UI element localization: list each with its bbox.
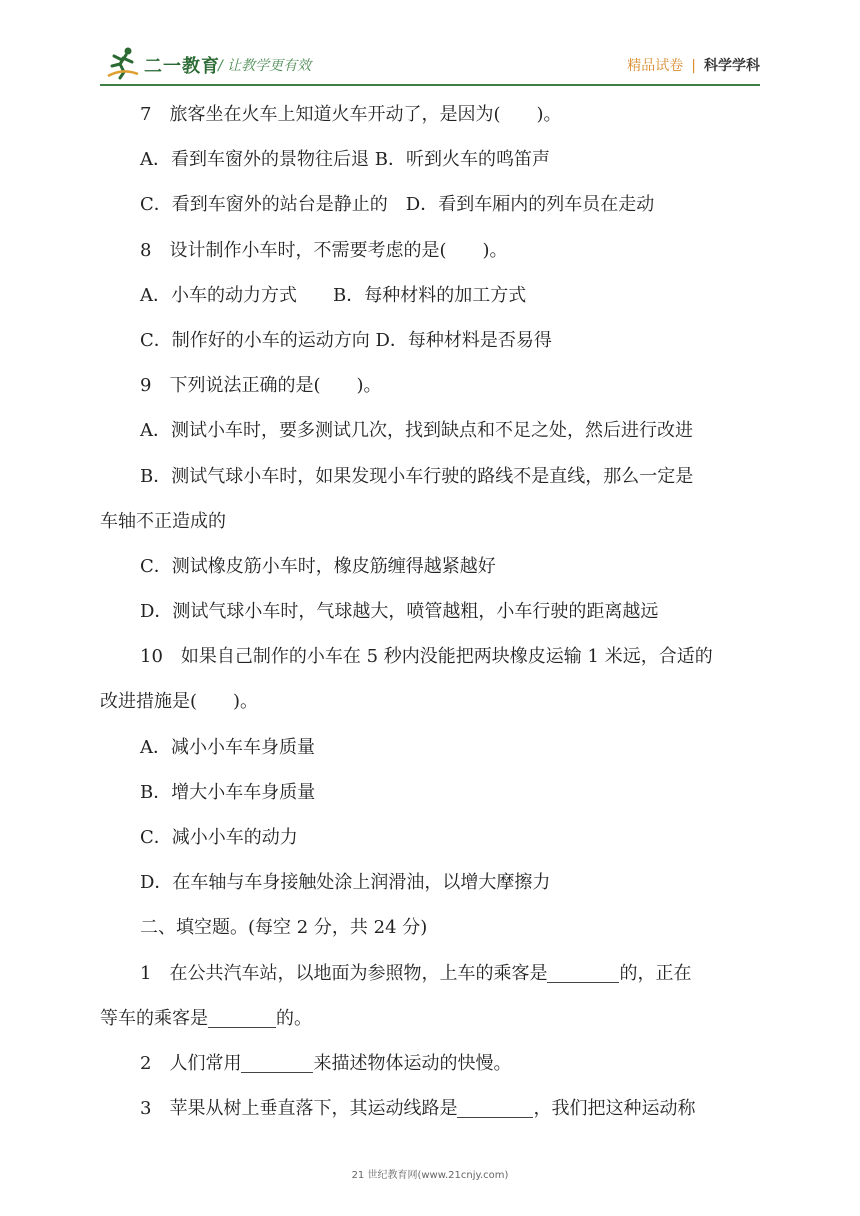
text-line: A．看到车窗外的景物往后退 B．听到火车的鸣笛声	[140, 149, 550, 171]
text-line: C．制作好的小车的运动方向 D．每种材料是否易得	[140, 329, 552, 351]
text-line: 改进措施是( )。	[100, 691, 259, 713]
header-divider	[100, 84, 760, 86]
text-line: B．增大小车车身质量	[140, 781, 316, 803]
text-line: C．减小小车的动力	[140, 827, 298, 848]
subject-label: 科学学科	[704, 58, 760, 74]
text-segment: 的。	[276, 1007, 312, 1029]
answer-blank[interactable]	[547, 964, 619, 983]
fill-q3-line	[100, 1086, 762, 1131]
text-line: D．在车轴与车身接触处涂上润滑油，以增大摩擦力	[140, 872, 551, 894]
text-line: C．测试橡皮筋小车时，橡皮筋缠得越紧越好	[140, 555, 496, 577]
fill-q1-line2	[100, 996, 762, 1041]
text-segment: 来描述物体运动的快慢。	[313, 1052, 512, 1074]
answer-blank[interactable]	[208, 1009, 276, 1028]
slogan: / 让教学更有效	[218, 58, 312, 74]
text-segment: 1 在公共汽车站，以地面为参照物，上车的乘客是	[140, 962, 548, 984]
text-line: C．看到车窗外的站台是静止的 D．看到车厢内的列车员在走动	[140, 194, 655, 216]
text-line: 8 设计制作小车时，不需要考虑的是( )。	[140, 239, 508, 261]
page-footer: 21 世纪教育网(www.21cnjy.com)	[351, 1170, 509, 1181]
text-line: 10 如果自己制作的小车在 5 秒内没能把两块橡皮运输 1 米远，合适的	[140, 646, 713, 668]
text-line: A．测试小车时，要多测试几次，找到缺点和不足之处，然后进行改进	[140, 420, 693, 442]
text-line: 9 下列说法正确的是( )。	[140, 375, 382, 397]
question-lines	[100, 92, 762, 951]
text-line: A．小车的动力方式 B．每种材料的加工方式	[140, 284, 527, 306]
text-line: A．减小小车车身质量	[140, 736, 315, 758]
text-segment: ，我们把这种运动称	[533, 1098, 696, 1120]
text-line: 二、填空题。(每空 2 分，共 24 分)	[140, 917, 428, 939]
header-separator: |	[691, 58, 696, 74]
fill-q1-line1	[100, 951, 762, 996]
text-segment: 的，正在	[619, 962, 692, 984]
text-line: B．测试气球小车时，如果发现小车行驶的路线不是直线，那么一定是	[140, 465, 694, 487]
text-line: D．测试气球小车时，气球越大，喷管越粗，小车行驶的距离越远	[140, 601, 659, 623]
logo-text: 二一教育	[144, 56, 220, 77]
header-right	[627, 55, 760, 75]
runner-logo-icon	[106, 46, 140, 80]
answer-blank[interactable]	[457, 1099, 533, 1118]
answer-blank[interactable]	[241, 1054, 313, 1073]
text-line: 7 旅客坐在火车上知道火车开动了，是因为( )。	[140, 104, 562, 125]
document-body	[100, 92, 762, 1131]
brand-label: 精品试卷	[627, 58, 684, 74]
text-line: 车轴不正造成的	[100, 510, 226, 532]
fill-q2-line	[100, 1041, 762, 1086]
text-segment: 3 苹果从树上垂直落下，其运动线路是	[140, 1098, 458, 1120]
text-segment: 2 人们常用	[140, 1052, 242, 1074]
text-segment: 等车的乘客是	[100, 1007, 208, 1029]
page-header	[0, 0, 860, 88]
